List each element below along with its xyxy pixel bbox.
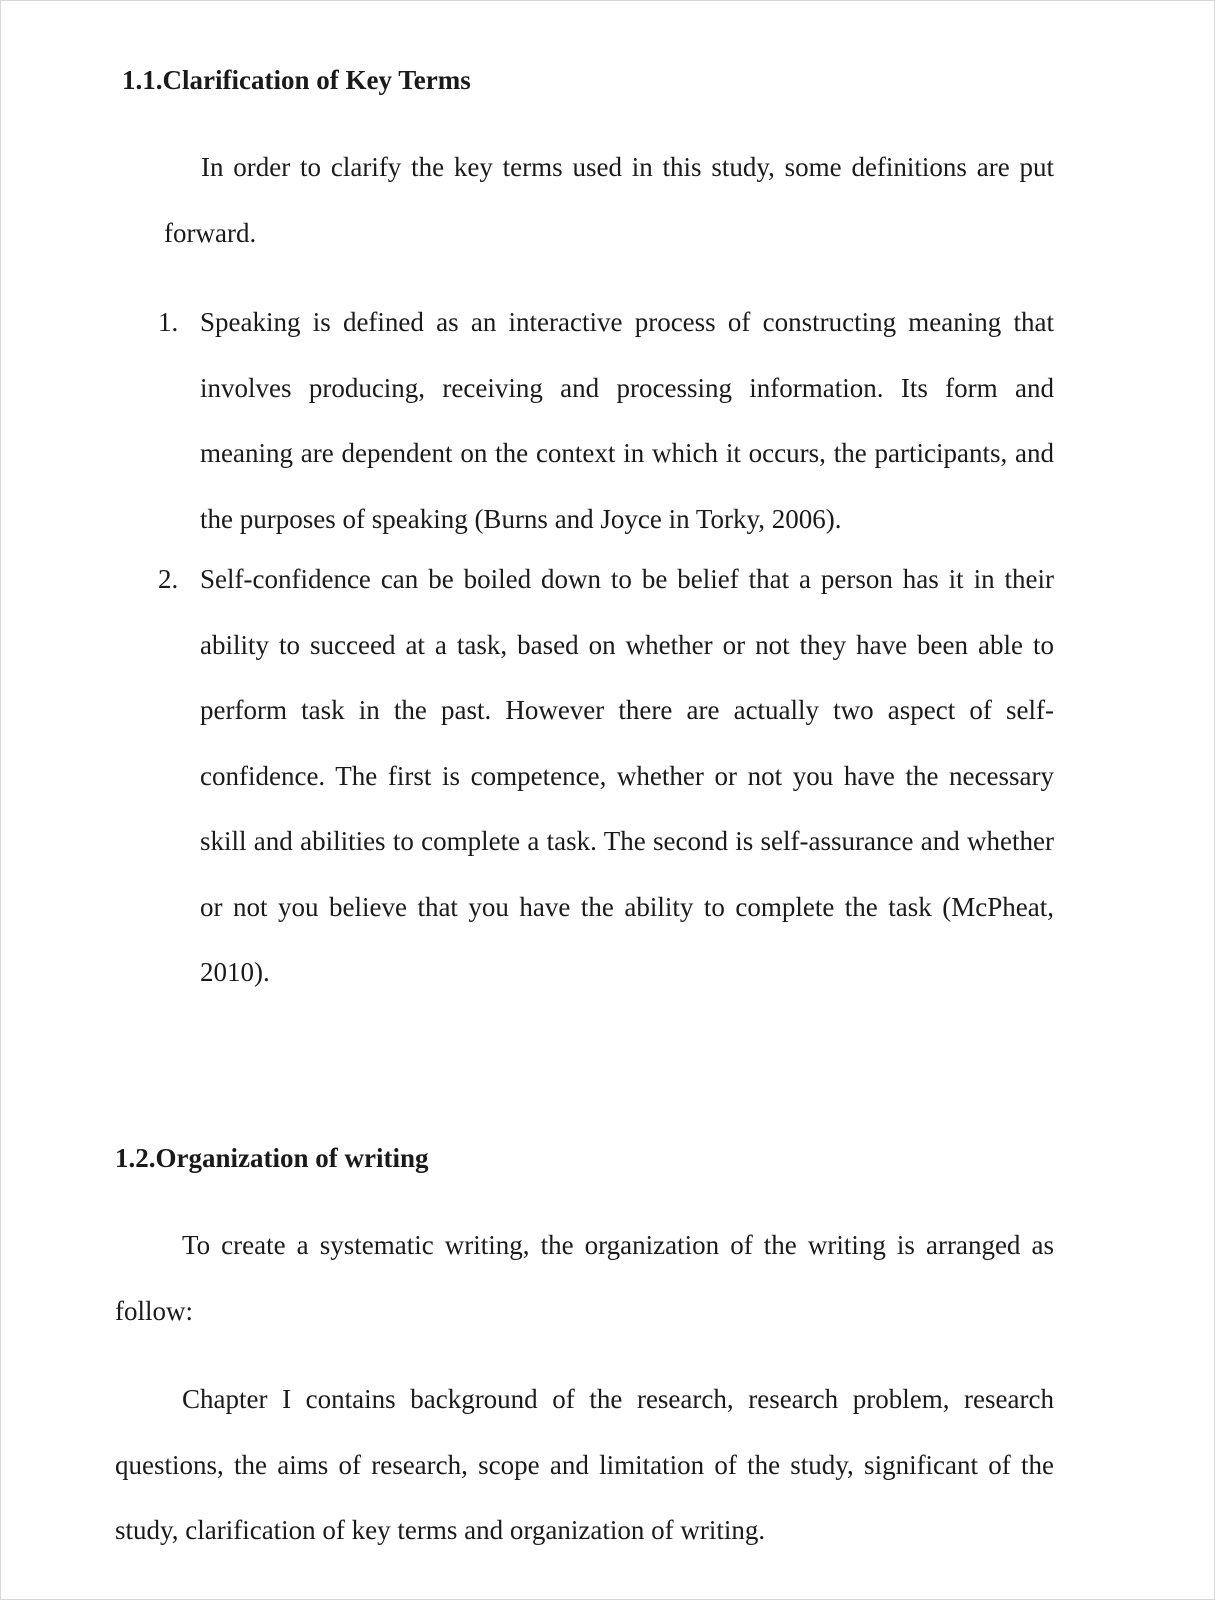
chapter-one-paragraph: Chapter I contains background of the research, research problem, research questions, the aims of research, scope and limitation of the study, significant of the study, clarification of key terms and organization of writing. bbox=[115, 1384, 1054, 1545]
section-heading-organization: 1.2.Organization of writing bbox=[115, 1143, 429, 1173]
list-item-number: 2. bbox=[158, 564, 179, 594]
definition-speaking: Speaking is defined as an interactive process of constructing meaning that involves producing, receiving and processing information. Its form and meaning are dependent on the context in which it occurs, the participants, and the purposes of speaking (Burns and Joyce in Torky, 2006). bbox=[200, 307, 1054, 534]
organization-intro-paragraph: To create a systematic writing, the organization of the writing is arranged as follow: bbox=[115, 1230, 1054, 1326]
definition-self-confidence: Self-confidence can be boiled down to be belief that a person has it in their ability to succeed at a task, based on whether or not they have been able to perform task in the past. However there are actually two aspect of self-confidence. The first is competence, whether or not you have the necessary skill and abilities to complete a task. The second is self-assurance and whether or not you believe that you have the ability to complete the task (McPheat, 2010). bbox=[200, 564, 1054, 987]
section-intro-paragraph: In order to clarify the key terms used in this study, some definitions are put forward. bbox=[164, 152, 1054, 248]
list-item-number: 1. bbox=[158, 307, 179, 337]
section-heading-clarification: 1.1.Clarification of Key Terms bbox=[122, 65, 471, 95]
